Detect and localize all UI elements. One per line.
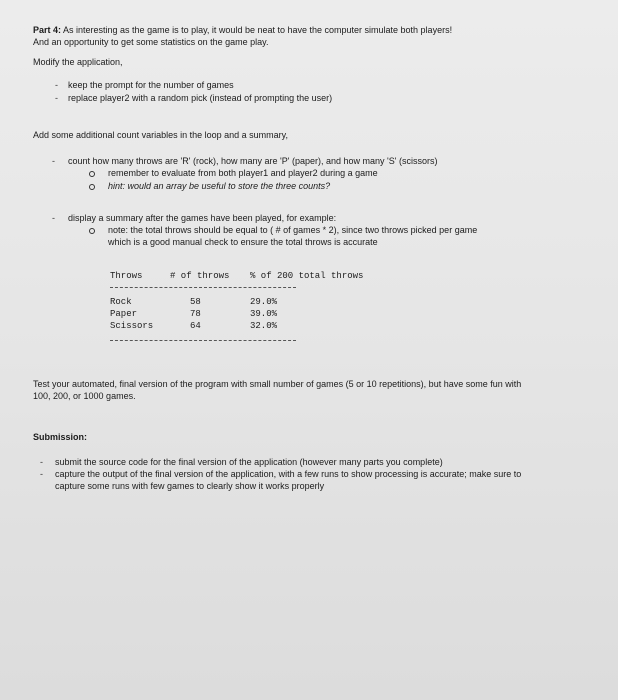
array-hint: hint: would an array be useful to store the three counts?	[108, 181, 331, 191]
submission-heading: Submission:	[33, 432, 88, 442]
part4-title	[33, 25, 452, 36]
test-instructions-2: 100, 200, or 1000 games.	[33, 391, 136, 401]
counts-intro: Add some additional count variables in the loop and a summary,	[33, 130, 288, 140]
capture-output-item: capture the output of the final version of the application, with a few runs to show processing is accurate; make sure to	[55, 469, 522, 479]
bullet-replace-player2: replace player2 with a random pick (instead of prompting the user)	[68, 93, 333, 103]
table-bottom-rule	[110, 340, 296, 341]
count-throws-item: count how many throws are 'R' (rock), how many are 'P' (paper), and how many 'S' (scissors)	[68, 156, 438, 166]
table-top-rule	[110, 287, 296, 288]
table-header-percent: % of 200 total throws	[250, 271, 364, 281]
row-throw-percent: 39.0%	[250, 309, 278, 319]
row-throw-name: Scissors	[110, 321, 154, 331]
part4-line2: And an opportunity to get some statistics on the game play.	[33, 37, 269, 47]
bullet-dash: -	[55, 93, 58, 103]
circle-bullet	[89, 184, 95, 190]
row-throw-count: 58	[190, 297, 201, 307]
table-header-throws: Throws	[110, 271, 143, 281]
part4-label: Part 4:	[33, 25, 62, 35]
display-summary-item: display a summary after the games have been played, for example:	[68, 213, 337, 223]
row-throw-percent: 29.0%	[250, 297, 278, 307]
bullet-dash: -	[52, 213, 55, 223]
row-throw-name: Rock	[110, 297, 132, 307]
bullet-dash: -	[40, 457, 43, 467]
table-header-count: # of throws	[170, 271, 230, 281]
row-throw-count: 64	[190, 321, 201, 331]
bullet-dash: -	[40, 469, 43, 479]
capture-output-item-2: capture some runs with few games to clearly show it works properly	[55, 481, 325, 491]
bullet-dash: -	[52, 156, 55, 166]
row-throw-percent: 32.0%	[250, 321, 278, 331]
submit-source-item: submit the source code for the final version of the application (however many parts you complete)	[55, 457, 443, 467]
total-throws-note: note: the total throws should be equal to ( # of games * 2), since two throws picked per game	[108, 225, 478, 235]
test-instructions: Test your automated, final version of the program with small number of games (5 or 10 repetitions), but have some fun with	[33, 379, 522, 389]
circle-bullet	[89, 171, 95, 177]
bullet-keep-prompt: keep the prompt for the number of games	[68, 80, 234, 90]
evaluate-both-players: remember to evaluate from both player1 and player2 during a game	[108, 168, 378, 178]
row-throw-name: Paper	[110, 309, 138, 319]
modify-heading: Modify the application,	[33, 57, 123, 67]
part4-title-text: As interesting as the game is to play, it would be neat to have the computer simulate both players!	[61, 25, 453, 35]
bullet-dash: -	[55, 80, 58, 90]
row-throw-count: 78	[190, 309, 201, 319]
circle-bullet	[89, 228, 95, 234]
manual-check-note: which is a good manual check to ensure the total throws is accurate	[108, 237, 378, 247]
